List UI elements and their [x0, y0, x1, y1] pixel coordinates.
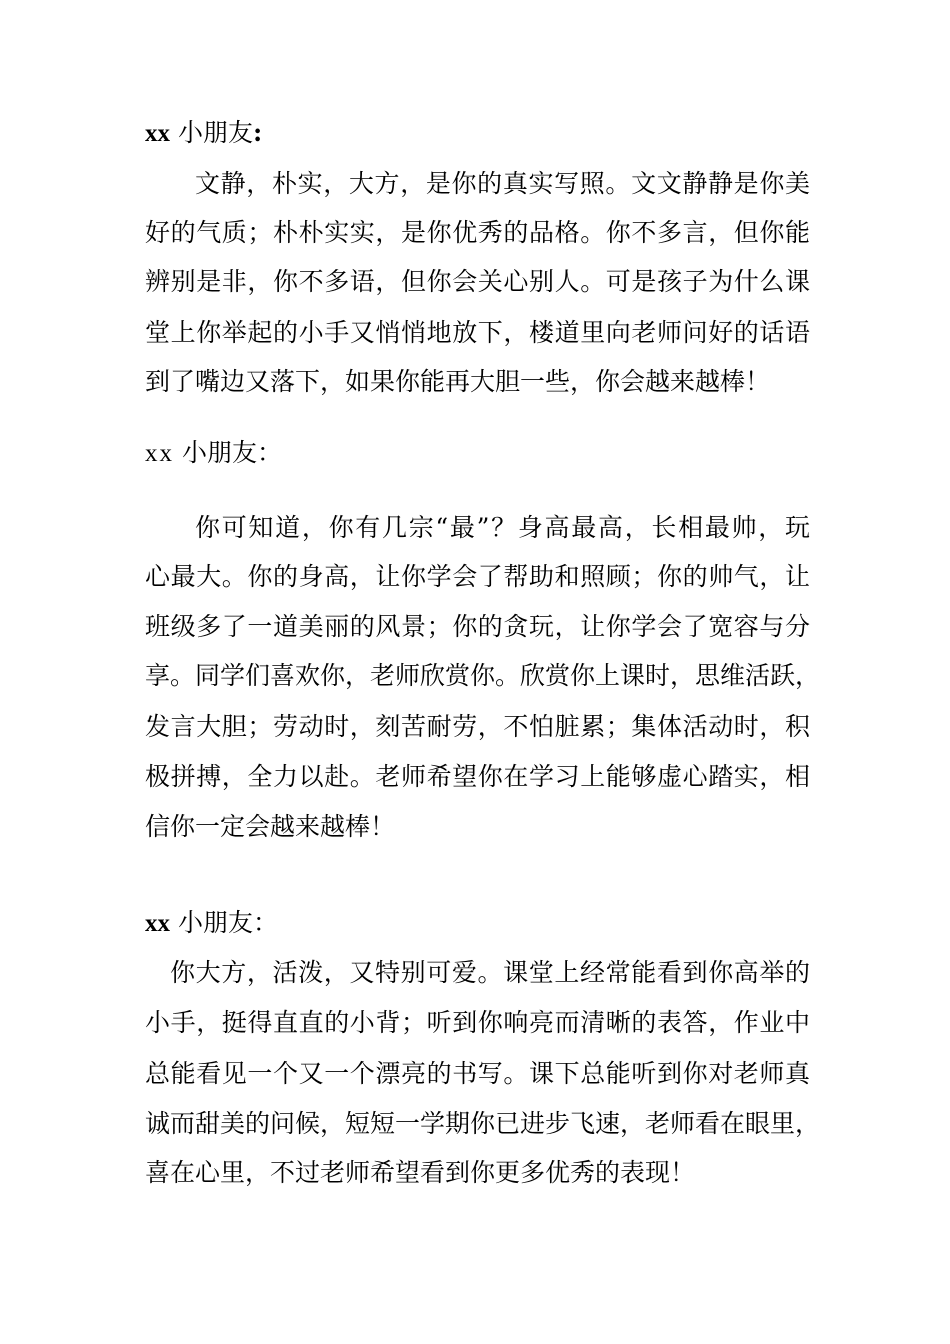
paragraph-line: 文静，朴实，大方，是你的真实写照。文文静静是你美: [195, 169, 810, 198]
paragraph-line: 享。同学们喜欢你，老师欣赏你。欣赏你上课时，思维活跃，: [145, 661, 821, 690]
paragraph-line: 班级多了一道美丽的风景；你的贪玩，让你学会了宽容与分: [145, 612, 810, 641]
salutation-text: 小朋友: [177, 908, 253, 937]
paragraph-line: 到了嘴边又落下，如果你能再大胆一些，你会越来越棒！: [145, 367, 771, 396]
salutation-3: [145, 908, 278, 939]
paragraph-line: 辨别是非，你不多语，但你会关心别人。可是孩子为什么课: [145, 267, 810, 296]
paragraph-line: 发言大胆；劳动时，刻苦耐劳，不怕脏累；集体活动时，积: [145, 712, 810, 741]
salutation-name: xx: [145, 440, 174, 467]
salutation-colon: ：: [252, 908, 278, 937]
paragraph-line: 喜在心里，不过老师希望看到你更多优秀的表现！: [145, 1158, 696, 1187]
salutation-name: xx: [145, 910, 170, 937]
paragraph-line: 信你一定会越来越棒！: [145, 812, 396, 841]
paragraph-line: 你大方，活泼，又特别可爱。课堂上经常能看到你高举的: [170, 958, 810, 987]
salutation-colon: :: [252, 118, 263, 147]
paragraph-line: 总能看见一个又一个漂亮的书写。课下总能听到你对老师真: [145, 1059, 810, 1088]
paragraph-line: 好的气质；朴朴实实，是你优秀的品格。你不多言，但你能: [145, 218, 810, 247]
salutation-name: xx: [145, 120, 170, 147]
salutation-colon: ：: [256, 438, 282, 467]
paragraph-line: 堂上你举起的小手又悄悄地放下，楼道里向老师问好的话语: [145, 318, 810, 347]
salutation-1: [145, 118, 262, 149]
salutation-2: [145, 438, 282, 469]
paragraph-line: 小手，挺得直直的小背；听到你响亮而清晰的表答，作业中: [145, 1008, 810, 1037]
paragraph-line: 极拼搏，全力以赴。老师希望你在学习上能够虚心踏实，相: [145, 762, 810, 791]
paragraph-line: 心最大。你的身高，让你学会了帮助和照顾；你的帅气，让: [145, 562, 810, 591]
paragraph-line: 诚而甜美的问候，短短一学期你已进步飞速，老师看在眼里，: [145, 1109, 821, 1138]
paragraph-line: 你可知道，你有几宗“最”？身高最高，长相最帅，玩: [195, 513, 810, 542]
salutation-text: 小朋友: [177, 118, 253, 147]
salutation-text: 小朋友: [181, 438, 257, 467]
